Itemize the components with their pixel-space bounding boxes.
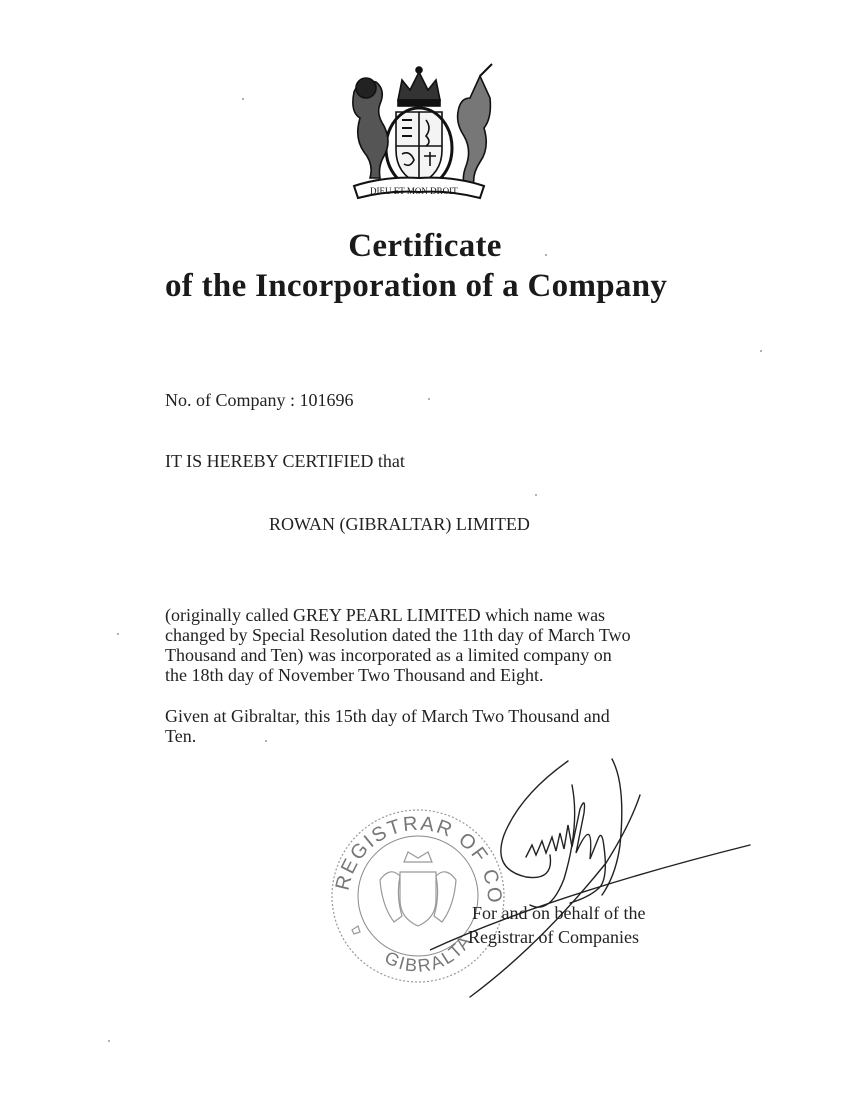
incorporation-paragraph bbox=[165, 605, 685, 685]
paper-speck bbox=[535, 494, 537, 496]
paragraph-line: Thousand and Ten) was incorporated as a limited company on bbox=[165, 645, 612, 665]
paper-speck bbox=[545, 254, 547, 256]
given-at-paragraph bbox=[165, 706, 685, 746]
paper-speck bbox=[242, 98, 244, 100]
company-name: ROWAN (GIBRALTAR) LIMITED bbox=[269, 514, 530, 534]
paragraph-line: the 18th day of November Two Thousand and Eight. bbox=[165, 665, 544, 685]
svg-text:DIEU ET MON DROIT: DIEU ET MON DROIT bbox=[370, 186, 458, 196]
certificate-subtitle: of the Incorporation of a Company bbox=[165, 268, 668, 304]
company-number-line bbox=[165, 390, 354, 410]
svg-text:GIBRALTAR: GIBRALTA bbox=[381, 930, 476, 976]
paper-speck bbox=[760, 350, 762, 352]
signature-caption-line2: Registrar of Companies bbox=[468, 927, 639, 947]
royal-coat-of-arms-icon bbox=[340, 62, 498, 204]
paper-speck bbox=[108, 1040, 110, 1042]
registrar-signature bbox=[430, 745, 770, 1005]
paragraph-line: (originally called GREY PEARL LIMITED which name was bbox=[165, 605, 606, 625]
company-number-label: No. of Company : bbox=[165, 390, 295, 410]
paper-speck bbox=[265, 740, 267, 742]
signature-caption-line1: For and on behalf of the bbox=[472, 903, 646, 923]
certificate-title: Certificate bbox=[348, 228, 502, 264]
paragraph-line: Ten. bbox=[165, 726, 197, 746]
svg-text:REGISTRAR OF COMPANIES: REGISTRAR OF CO bbox=[331, 812, 506, 906]
paragraph-line: Given at Gibraltar, this 15th day of March Two Thousand and bbox=[165, 706, 610, 726]
paragraph-line: changed by Special Resolution dated the 11th day of March Two bbox=[165, 625, 631, 645]
paper-speck bbox=[428, 398, 430, 400]
company-number-value: 101696 bbox=[299, 390, 354, 410]
certified-statement: IT IS HEREBY CERTIFIED that bbox=[165, 451, 405, 471]
paper-speck bbox=[117, 633, 119, 635]
